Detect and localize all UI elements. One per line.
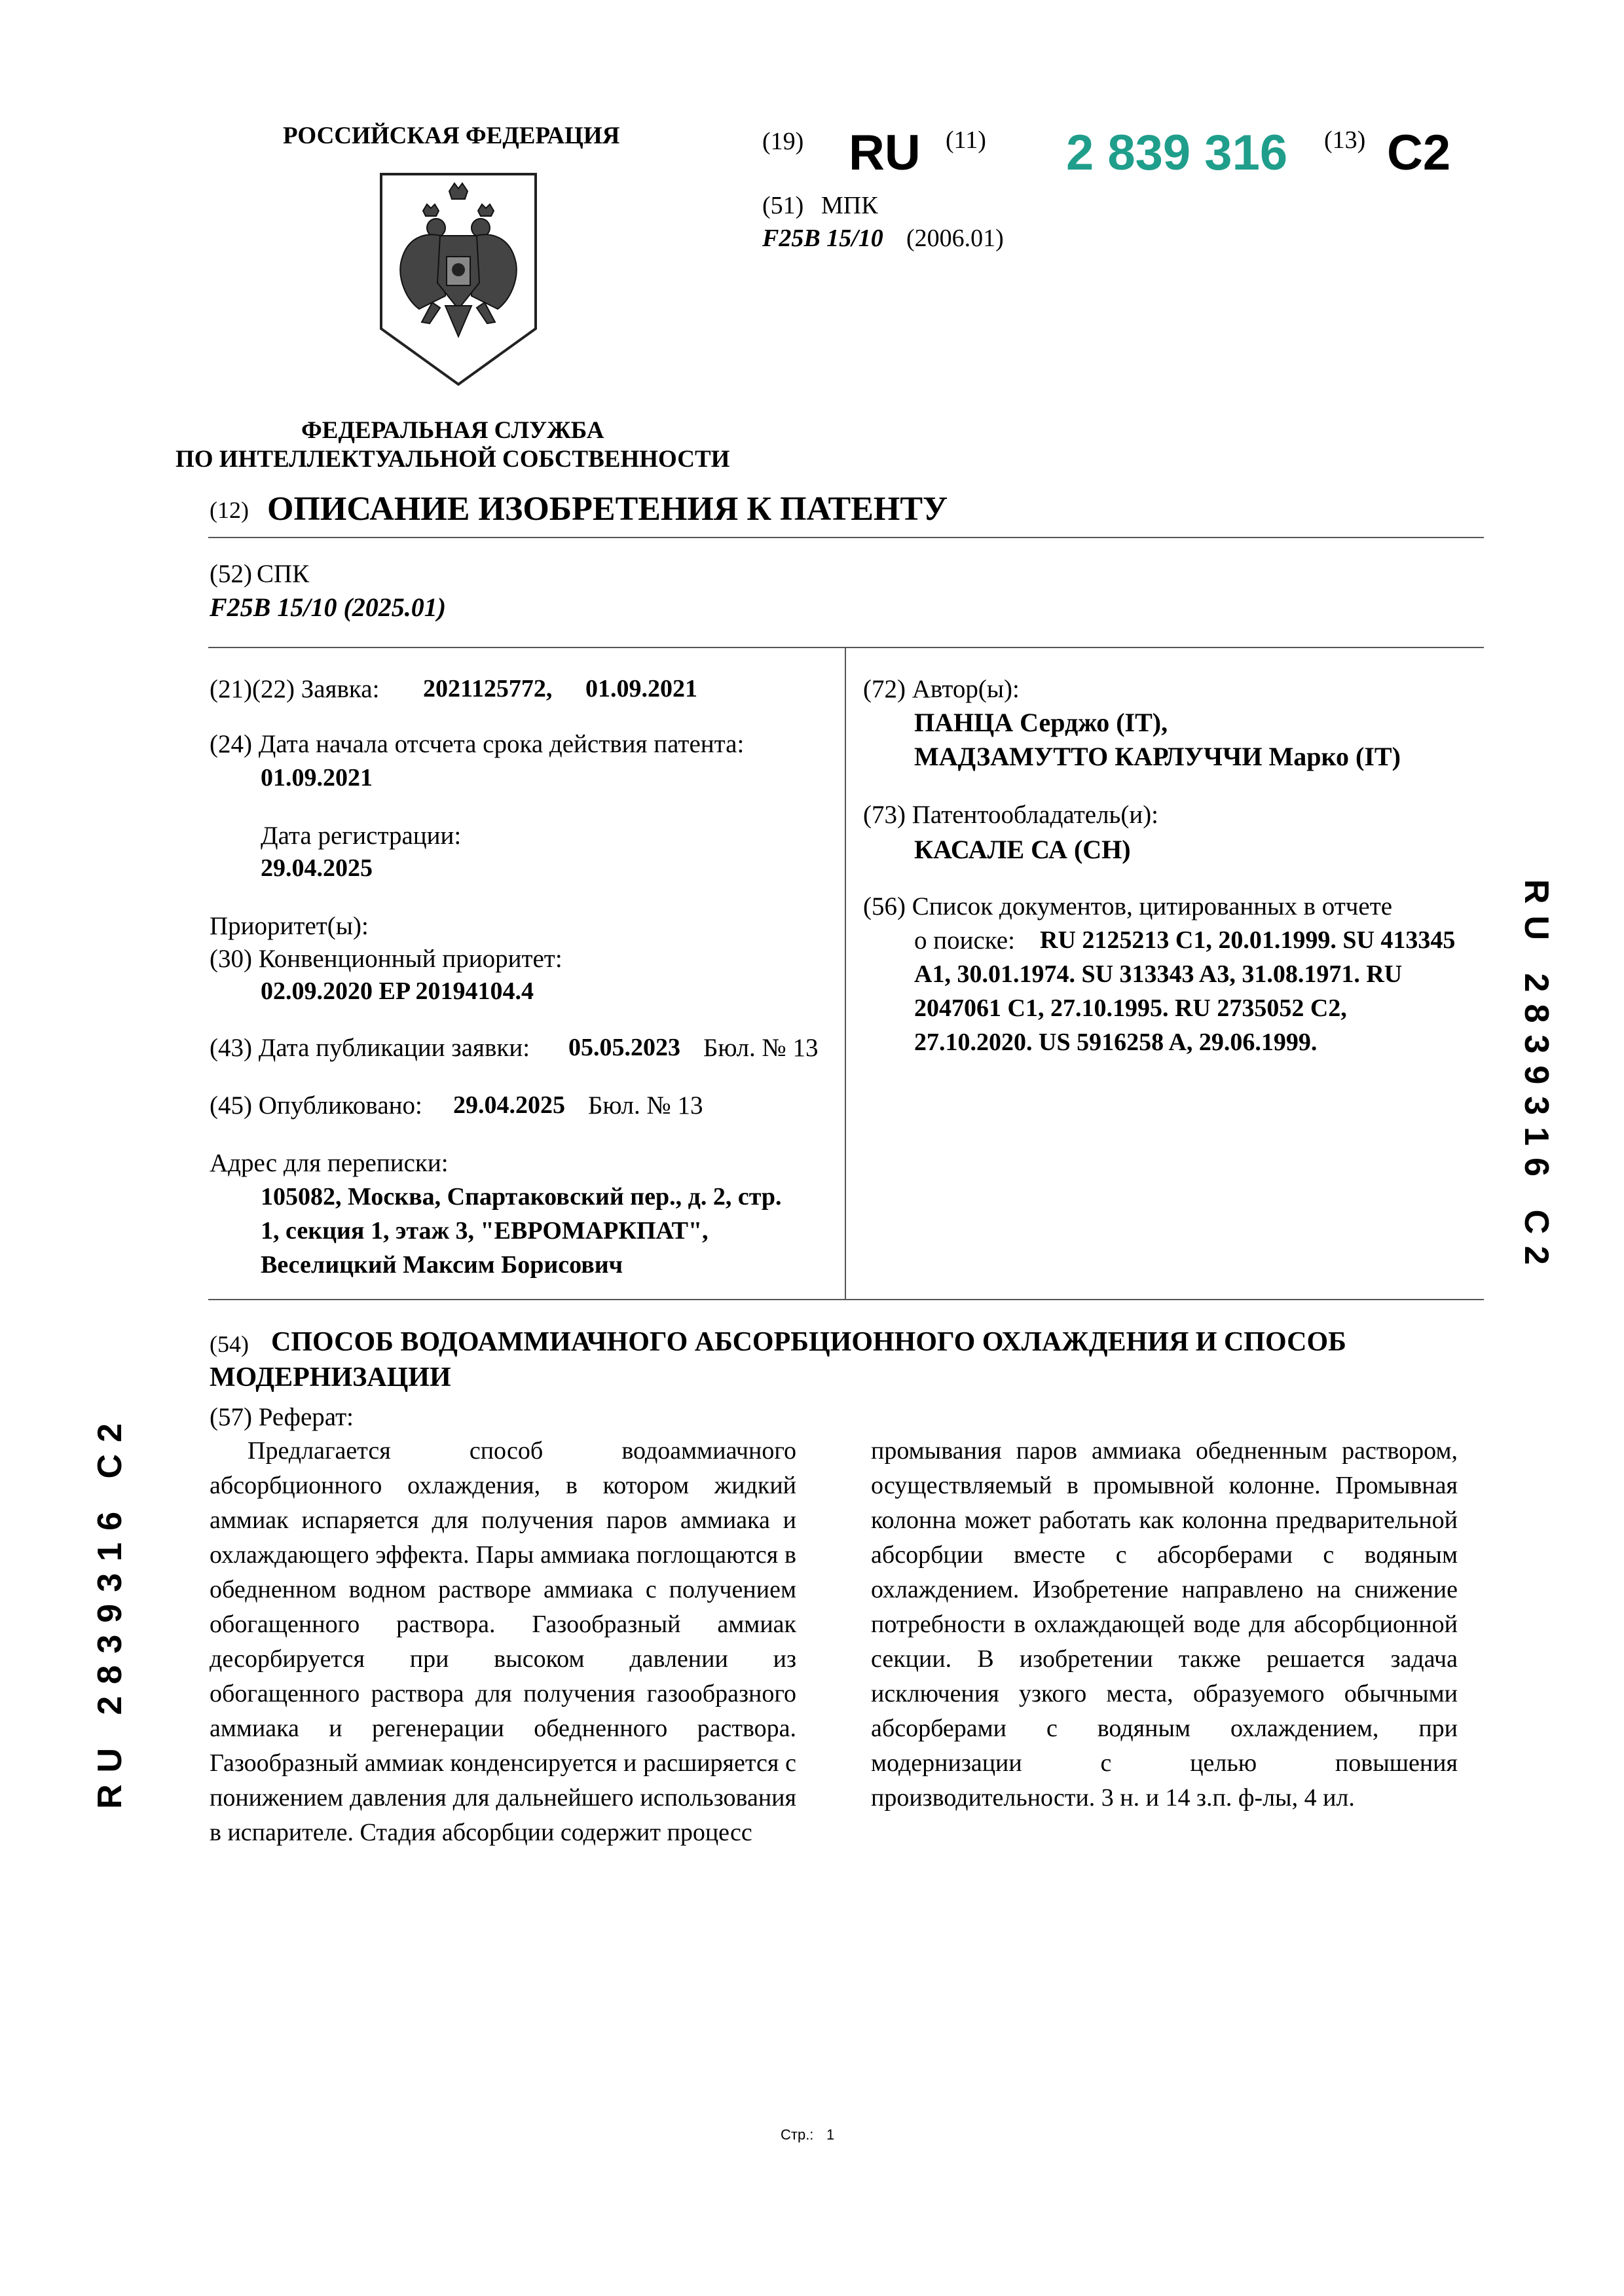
- address-line3: Веселицкий Максим Борисович: [261, 1251, 623, 1279]
- page-number: 1: [826, 2126, 835, 2143]
- author-1: ПАНЦА Серджо (IT),: [914, 708, 1168, 737]
- spk-class: F25B 15/10 (2025.01): [210, 592, 447, 622]
- published-label: (45) Опубликовано:: [210, 1091, 422, 1120]
- code-11: (11): [946, 126, 986, 154]
- address-line2: 1, секция 1, этаж 3, "ЕВРОМАРКПАТ",: [261, 1217, 709, 1245]
- priority-label: Приоритет(ы):: [210, 912, 369, 940]
- cited-docs-label: (56) Список документов, цитированных в отчете: [863, 892, 1393, 920]
- term-start-label: (24) Дата начала отсчета срока действия патента:: [210, 730, 745, 758]
- app-publication-label: (43) Дата публикации заявки:: [210, 1034, 530, 1062]
- published-date: 29.04.2025: [453, 1091, 565, 1119]
- published-bulletin: Бюл. № 13: [588, 1091, 703, 1120]
- abstract-column-1: [210, 1434, 796, 1850]
- cited-line1: RU 2125213 C1, 20.01.1999. SU 413345: [1040, 926, 1456, 954]
- column-divider: [845, 647, 846, 1299]
- term-start-date: 01.09.2021: [261, 764, 373, 792]
- code-12: (12): [210, 497, 249, 523]
- app-publication-bulletin: Бюл. № 13: [703, 1034, 819, 1062]
- agency-line2: ПО ИНТЕЛЛЕКТУАЛЬНОЙ СОБСТВЕННОСТИ: [175, 446, 730, 473]
- convention-priority-value: 02.09.2020 EP 20194104.4: [261, 977, 534, 1005]
- address-line1: 105082, Москва, Спартаковский пер., д. 2, стр.: [261, 1183, 782, 1211]
- coat-of-arms-emblem: [367, 165, 550, 394]
- abstract-text-2: промывания паров аммиака обедненным раствором, осуществляемый в промывной колонне. Промывная колонна может работать как колонна предварительной абсорбции вместе с абсорберами с водяным охлаждением. Изобретение направлено на снижение потребности в охлаждающей воде для абсорбционной секции. В изобретении также решается задача исключения узкого места, образуемого обычными абсорберами с водяным охлаждением, при модернизации с целью повышения производительности. 3 н. и 14 з.п. ф-лы, 4 ил.: [871, 1437, 1458, 1812]
- mpk-class: F25B 15/10: [762, 225, 883, 252]
- code-13: (13): [1324, 126, 1366, 154]
- convention-priority-label: (30) Конвенционный приоритет:: [210, 945, 563, 973]
- side-id-right: RU 2839316 C2: [1517, 879, 1555, 1277]
- spk-label: СПК: [257, 560, 310, 588]
- app-publication-date: 05.05.2023: [568, 1034, 680, 1061]
- application-number: 2021125772,: [423, 675, 553, 702]
- invention-title-line2: МОДЕРНИЗАЦИИ: [210, 1362, 451, 1393]
- agency-line1: ФЕДЕРАЛЬНАЯ СЛУЖБА: [301, 417, 604, 444]
- page-label: Стр.:: [781, 2126, 814, 2143]
- code-52: (52): [210, 560, 252, 588]
- cited-line2: A1, 30.01.1974. SU 313343 A3, 31.08.1971. RU: [914, 960, 1403, 988]
- code-51: (51): [762, 192, 804, 219]
- doc-type-title: ОПИСАНИЕ ИЗОБРЕТЕНИЯ К ПАТЕНТУ: [267, 490, 948, 528]
- country-code: RU: [849, 125, 921, 181]
- divider-line: [208, 647, 1484, 648]
- address-label: Адрес для переписки:: [210, 1149, 449, 1177]
- abstract-column-2: [871, 1434, 1458, 1815]
- registration-date: 29.04.2025: [261, 854, 373, 882]
- country-org: РОССИЙСКАЯ ФЕДЕРАЦИЯ: [283, 122, 620, 149]
- registration-label: Дата регистрации:: [261, 822, 462, 850]
- patent-number: 2 839 316: [1066, 125, 1288, 181]
- mpk-version: (2006.01): [906, 225, 1004, 252]
- code-54: (54): [210, 1331, 249, 1357]
- mpk-label: МПК: [821, 192, 878, 219]
- abstract-label: (57) Реферат:: [210, 1403, 354, 1431]
- application-label: (21)(22) Заявка:: [210, 675, 380, 703]
- patent-holder: КАСАЛЕ СА (CH): [914, 835, 1131, 864]
- patent-holder-label: (73) Патентообладатель(и):: [863, 801, 1159, 829]
- cited-prefix: о поиске:: [914, 926, 1015, 955]
- cited-line3: 2047061 C1, 27.10.1995. RU 2735052 C2,: [914, 994, 1347, 1022]
- code-19: (19): [762, 128, 804, 155]
- kind-code: C2: [1387, 125, 1451, 181]
- application-date: 01.09.2021: [585, 675, 697, 702]
- divider-line: [208, 1299, 1484, 1300]
- side-id-left: RU 2839316 C2: [91, 1412, 129, 1810]
- author-2: МАДЗАМУТТО КАРЛУЧЧИ Марко (IT): [914, 742, 1401, 771]
- invention-title-line1: СПОСОБ ВОДОАММИАЧНОГО АБСОРБЦИОННОГО ОХЛАЖДЕНИЯ И СПОСОБ: [271, 1327, 1346, 1357]
- cited-line4: 27.10.2020. US 5916258 A, 29.06.1999.: [914, 1029, 1318, 1056]
- divider-line: [208, 537, 1484, 538]
- authors-label: (72) Автор(ы):: [863, 675, 1020, 703]
- abstract-text-1: Предлагается способ водоаммиачного абсорбционного охлаждения, в котором жидкий аммиак испаряется для получения паров аммиака и охлаждающего эффекта. Пары аммиака поглощаются в обедненном водном растворе аммиака с получением обогащенного раствора. Газообразный аммиак десорбируется при высоком давлении из обогащенного раствора для получения газообразного аммиака и регенерации обедненного раствора. Газообразный аммиак конденсируется и расширяется с понижением давления для дальнейшего использования в испарителе. Стадия абсорбции содержит процесс: [210, 1437, 796, 1846]
